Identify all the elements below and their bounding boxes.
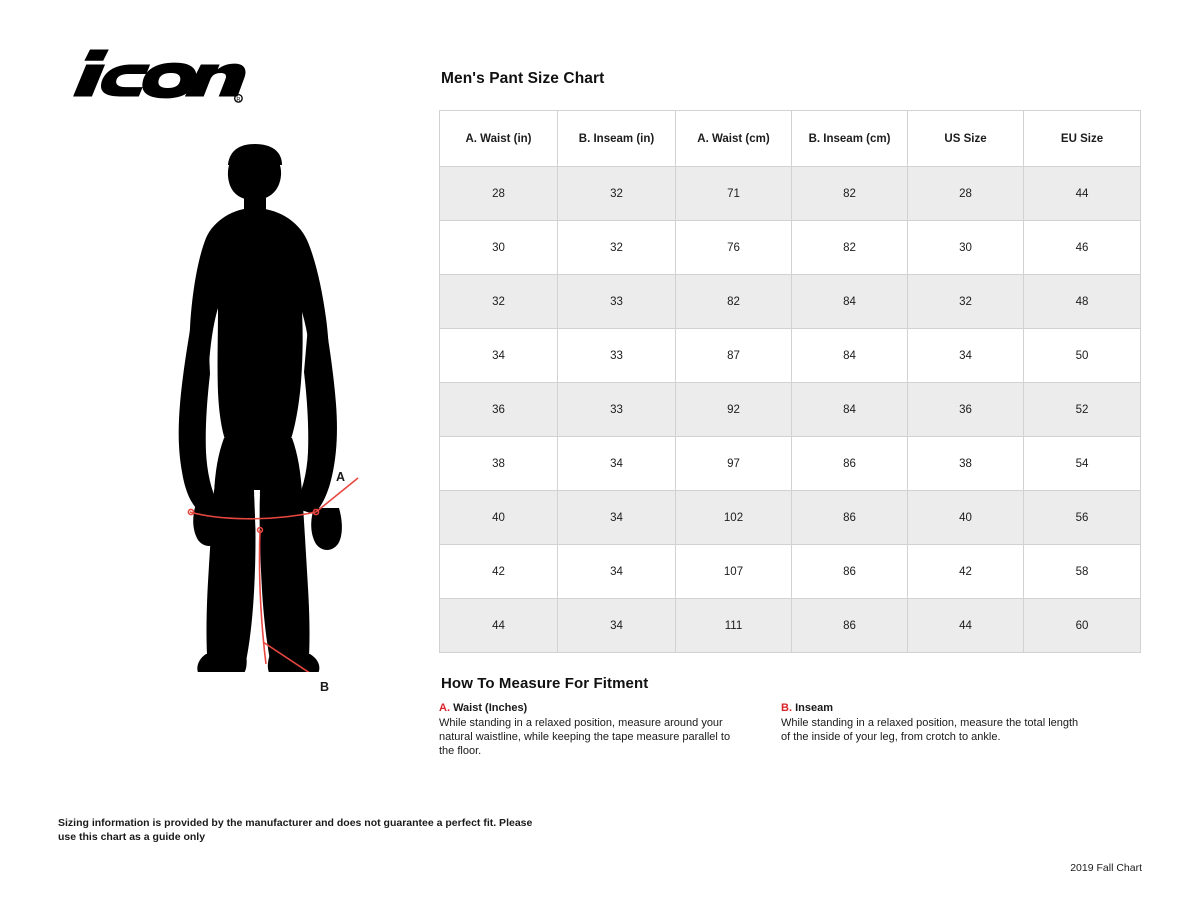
season-tag: 2019 Fall Chart (1070, 862, 1142, 874)
measurement-diagram (58, 142, 418, 694)
cell-eu-size: 46 (1024, 221, 1141, 275)
cell-inseam-in: 33 (558, 275, 676, 329)
column-header-waist-in: A. Waist (in) (440, 111, 558, 167)
measure-text-inseam: While standing in a relaxed position, measure the total length of the inside of your leg, from crotch to ankle. (781, 717, 1079, 743)
cell-eu-size: 52 (1024, 383, 1141, 437)
cell-inseam-in: 34 (558, 437, 676, 491)
measure-letter-a: A. (439, 702, 450, 714)
cell-inseam-cm: 86 (792, 437, 908, 491)
cell-inseam-in: 34 (558, 491, 676, 545)
measure-name-waist: Waist (Inches) (453, 702, 528, 714)
measure-name-inseam: Inseam (795, 702, 833, 714)
column-header-inseam-cm: B. Inseam (cm) (792, 111, 908, 167)
cell-eu-size: 48 (1024, 275, 1141, 329)
cell-inseam-cm: 84 (792, 383, 908, 437)
svg-text:R: R (236, 97, 241, 104)
cell-us-size: 30 (908, 221, 1024, 275)
right-panel (439, 70, 1141, 758)
cell-inseam-in: 34 (558, 599, 676, 653)
cell-inseam-cm: 84 (792, 275, 908, 329)
cell-waist-in: 42 (440, 545, 558, 599)
table-row (440, 275, 1141, 329)
cell-waist-in: 30 (440, 221, 558, 275)
cell-inseam-in: 34 (558, 545, 676, 599)
cell-waist-cm: 92 (676, 383, 792, 437)
table-row (440, 221, 1141, 275)
cell-waist-cm: 76 (676, 221, 792, 275)
cell-waist-in: 32 (440, 275, 558, 329)
cell-waist-in: 40 (440, 491, 558, 545)
cell-inseam-cm: 86 (792, 599, 908, 653)
cell-inseam-cm: 82 (792, 167, 908, 221)
measure-text-waist: While standing in a relaxed position, measure around your natural waistline, while keeping the tape measure parallel to the floor. (439, 717, 731, 757)
size-chart-table (439, 110, 1141, 653)
cell-inseam-in: 32 (558, 221, 676, 275)
measure-item-waist (439, 702, 737, 758)
callout-label-b: B (320, 680, 330, 694)
callout-label-a: A (336, 470, 346, 484)
cell-waist-in: 34 (440, 329, 558, 383)
cell-us-size: 32 (908, 275, 1024, 329)
how-to-measure-section (439, 675, 1141, 758)
table-row (440, 545, 1141, 599)
cell-us-size: 42 (908, 545, 1024, 599)
cell-eu-size: 44 (1024, 167, 1141, 221)
table-row (440, 491, 1141, 545)
cell-inseam-cm: 86 (792, 491, 908, 545)
cell-waist-in: 28 (440, 167, 558, 221)
cell-us-size: 36 (908, 383, 1024, 437)
cell-eu-size: 58 (1024, 545, 1141, 599)
cell-waist-in: 36 (440, 383, 558, 437)
icon-wordmark-logo (58, 42, 246, 104)
cell-waist-cm: 97 (676, 437, 792, 491)
cell-waist-in: 38 (440, 437, 558, 491)
cell-inseam-in: 33 (558, 383, 676, 437)
how-to-measure-title: How To Measure For Fitment (441, 675, 649, 692)
cell-waist-cm: 82 (676, 275, 792, 329)
cell-inseam-in: 32 (558, 167, 676, 221)
cell-us-size: 38 (908, 437, 1024, 491)
cell-eu-size: 56 (1024, 491, 1141, 545)
table-header-row (440, 111, 1141, 167)
cell-waist-in: 44 (440, 599, 558, 653)
cell-us-size: 34 (908, 329, 1024, 383)
table-row (440, 437, 1141, 491)
measure-item-inseam (781, 702, 1079, 758)
table-row (440, 383, 1141, 437)
table-row (440, 599, 1141, 653)
column-header-waist-cm: A. Waist (cm) (676, 111, 792, 167)
measure-letter-b: B. (781, 702, 792, 714)
cell-waist-cm: 111 (676, 599, 792, 653)
disclaimer-text: Sizing information is provided by the manufacturer and does not guarantee a perfect fit. Please use this chart as a guide only (58, 817, 533, 843)
page-title: Men's Pant Size Chart (441, 70, 605, 87)
cell-waist-cm: 71 (676, 167, 792, 221)
cell-us-size: 44 (908, 599, 1024, 653)
cell-waist-cm: 102 (676, 491, 792, 545)
cell-inseam-cm: 86 (792, 545, 908, 599)
column-header-inseam-in: B. Inseam (in) (558, 111, 676, 167)
cell-inseam-in: 33 (558, 329, 676, 383)
cell-eu-size: 54 (1024, 437, 1141, 491)
cell-eu-size: 50 (1024, 329, 1141, 383)
cell-eu-size: 60 (1024, 599, 1141, 653)
table-row (440, 329, 1141, 383)
column-header-eu-size: EU Size (1024, 111, 1141, 167)
cell-us-size: 28 (908, 167, 1024, 221)
column-header-us-size: US Size (908, 111, 1024, 167)
left-panel (58, 42, 418, 694)
cell-inseam-cm: 82 (792, 221, 908, 275)
male-body-silhouette (58, 142, 418, 672)
cell-waist-cm: 107 (676, 545, 792, 599)
cell-us-size: 40 (908, 491, 1024, 545)
cell-waist-cm: 87 (676, 329, 792, 383)
table-row (440, 167, 1141, 221)
cell-inseam-cm: 84 (792, 329, 908, 383)
